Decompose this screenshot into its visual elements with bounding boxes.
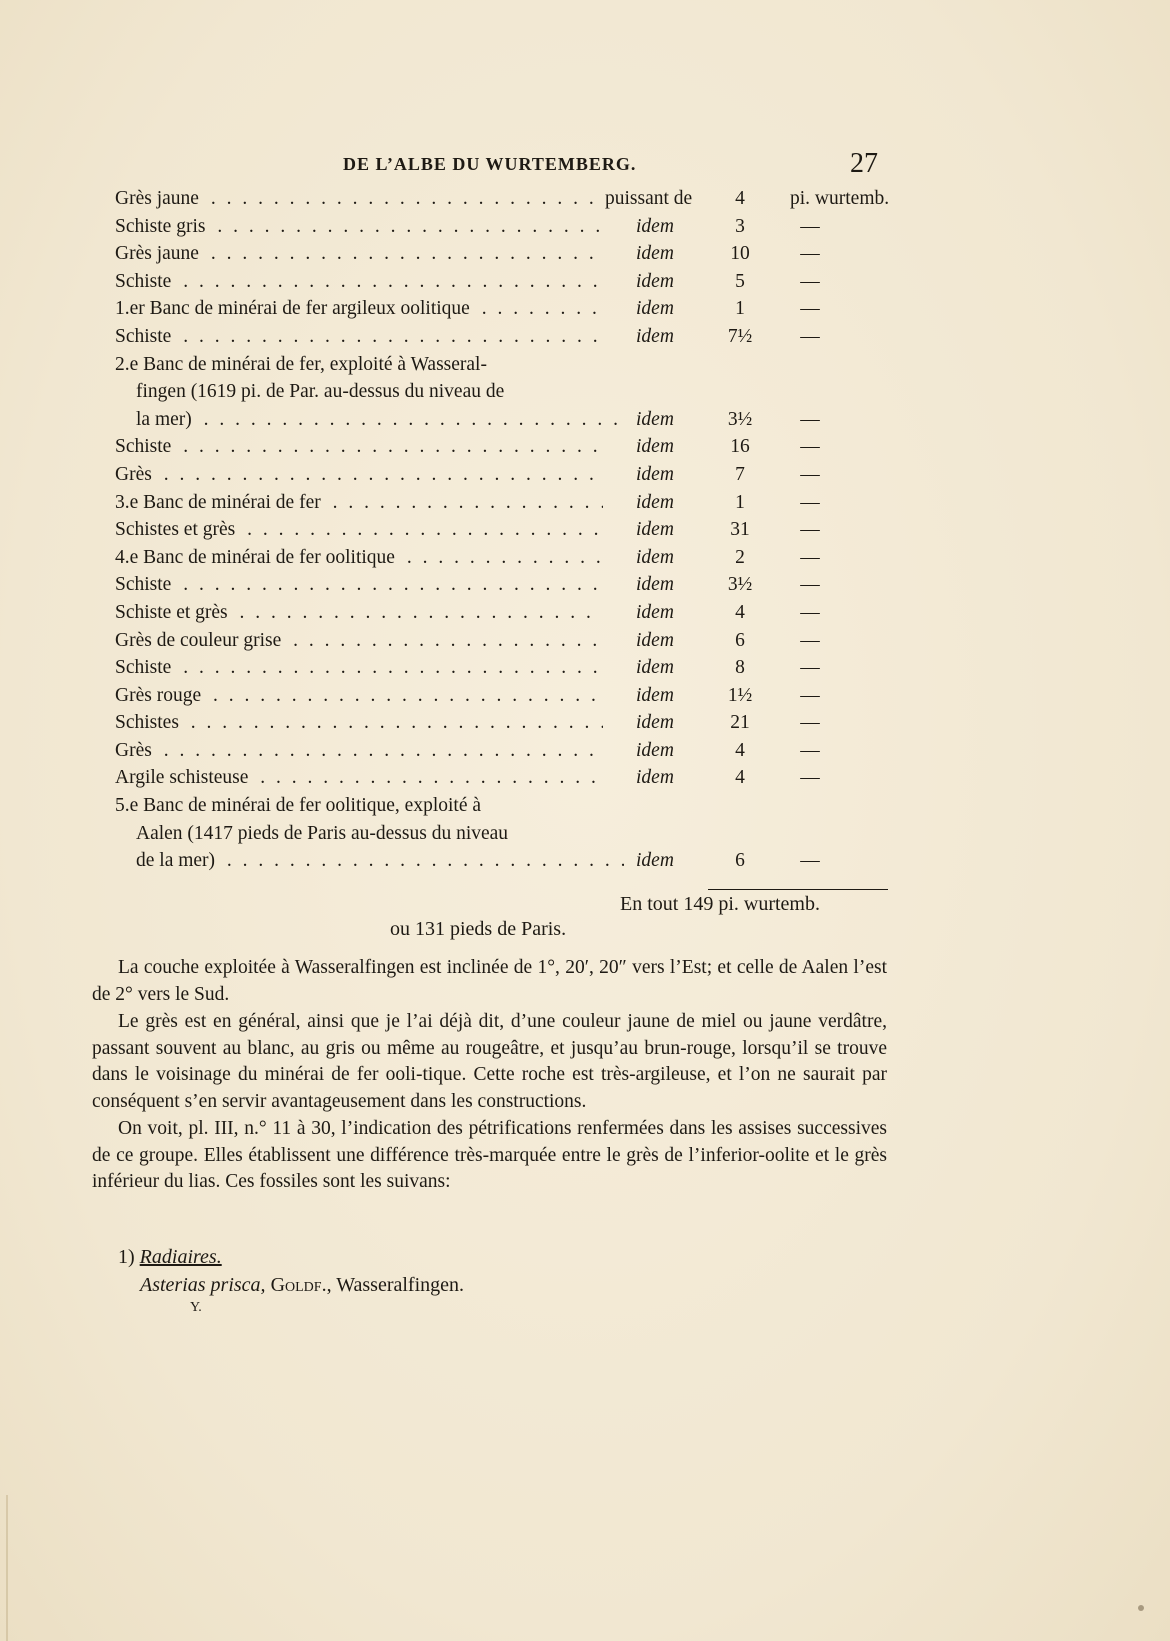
stratum-label: 2.e Banc de minérai de fer, exploité à Wasseral- (115, 353, 487, 375)
strata-row (0, 185, 1170, 213)
stratum-label: Schiste et grès (115, 601, 228, 623)
stratum-label: 1.er Banc de minérai de fer argileux oolitique (115, 298, 470, 320)
ditto-dash: — (800, 657, 820, 679)
stratum-label: 5.e Banc de minérai de fer oolitique, exploité à (115, 795, 482, 817)
stratum-label: Grès jaune (115, 243, 199, 265)
strata-row (0, 516, 1170, 544)
category-name: Radiaires. (139, 1246, 222, 1268)
stratum-thickness: 4 (735, 739, 745, 761)
ditto-dash: — (800, 712, 820, 734)
stratum-label: Schiste (115, 574, 172, 596)
strata-row (0, 764, 1170, 792)
stratum-label: Schiste (115, 270, 172, 292)
plate-reference: Y. (190, 1300, 202, 1315)
strata-row (0, 792, 1170, 820)
stratum-qualifier: idem (636, 601, 674, 623)
strata-row (0, 682, 1170, 710)
stratum-label: Schiste (115, 657, 172, 679)
ditto-dash: — (800, 739, 820, 761)
stratum-thickness: 6 (735, 629, 745, 651)
ditto-dash: — (800, 463, 820, 485)
stratum-label: Aalen (1417 pieds de Paris au-dessus du niveau (136, 822, 509, 844)
stratum-qualifier: idem (636, 712, 674, 734)
stratum-label: Argile schisteuse (115, 767, 249, 789)
strata-row (0, 599, 1170, 627)
stratum-label: Schistes et grès (115, 519, 236, 541)
ditto-dash: — (800, 574, 820, 596)
ditto-dash: — (800, 270, 820, 292)
ditto-dash: — (800, 298, 820, 320)
stratum-thickness: 4 (735, 767, 745, 789)
strata-row (0, 378, 1170, 406)
running-title: DE L’ALBE DU WURTEMBERG. (343, 154, 637, 174)
ditto-dash: — (800, 684, 820, 706)
stratum-thickness: 3½ (727, 408, 753, 430)
stratum-thickness: 7 (735, 463, 745, 485)
stratum-thickness: 10 (730, 243, 750, 265)
stratum-qualifier: idem (636, 463, 674, 485)
stratum-qualifier: idem (636, 325, 674, 347)
stratum-name (115, 654, 603, 682)
stratum-qualifier: idem (636, 270, 674, 292)
stratum-label: Grès (115, 739, 152, 761)
ditto-dash: — (800, 408, 820, 430)
total-rule (708, 889, 888, 890)
paragraph: On voit, pl. III, n.° 11 à 30, l’indication des pétrifications renfermées dans les assises successives de ce groupe. Elles établissent une différence très-marquée entre le grès de l’inferior-oolite et le grès inférieur du lias. Ces fossiles sont les suivans: (92, 1118, 887, 1192)
ditto-dash: — (800, 491, 820, 513)
stratum-label: Grès jaune (115, 188, 199, 209)
stratum-qualifier: idem (636, 767, 674, 789)
stratum-name (115, 323, 603, 351)
strata-row (0, 433, 1170, 461)
category-number: 1) (118, 1246, 135, 1268)
ditto-dash: — (800, 850, 820, 872)
ditto-dash: — (800, 215, 820, 237)
paper-stain (6, 1495, 8, 1641)
fossil-category (118, 1243, 464, 1271)
strata-row (0, 847, 1170, 875)
stratum-name (115, 268, 603, 296)
stratum-label: Grès rouge (115, 684, 202, 706)
stratum-name (115, 351, 603, 379)
stratum-name (136, 820, 624, 848)
stratum-name (115, 516, 603, 544)
stratum-label: Schiste gris (115, 215, 206, 237)
stratum-qualifier: idem (636, 298, 674, 320)
stratum-thickness: 1½ (727, 684, 753, 706)
stratum-name (115, 627, 603, 655)
strata-row (0, 461, 1170, 489)
strata-row (0, 323, 1170, 351)
stratum-label: Schiste (115, 325, 172, 347)
ditto-dash: — (800, 436, 820, 458)
stratum-unit: pi. wurtemb. (790, 188, 890, 209)
stratum-label: 3.e Banc de minérai de fer (115, 491, 321, 513)
stratum-label: de la mer) (136, 850, 216, 872)
ditto-dash: — (800, 546, 820, 568)
stratum-qualifier: idem (636, 491, 674, 513)
stratum-name (115, 461, 603, 489)
stratum-thickness: 31 (730, 519, 750, 541)
stratum-name (136, 378, 624, 406)
strata-row (0, 571, 1170, 599)
stratum-name (115, 682, 603, 710)
fossil-species (118, 1271, 464, 1299)
stratum-qualifier: idem (636, 850, 674, 872)
stratum-qualifier: idem (636, 243, 674, 265)
body-text (92, 955, 887, 1196)
stratum-name (115, 213, 603, 241)
stratum-thickness: 1 (735, 298, 745, 320)
stratum-name (115, 295, 603, 323)
stratum-name (115, 599, 603, 627)
stratum-label: Schistes (115, 712, 179, 734)
ditto-dash: — (800, 629, 820, 651)
species-locality: Wasseralfingen. (336, 1274, 465, 1296)
ditto-dash: — (800, 767, 820, 789)
total-paris-feet: ou 131 pieds de Paris. (390, 918, 567, 940)
stratum-thickness: 4 (735, 188, 745, 209)
stratum-qualifier: idem (636, 574, 674, 596)
stratum-thickness: 1 (735, 491, 745, 513)
species-author: Goldf., (270, 1274, 332, 1296)
stratum-name (115, 571, 603, 599)
strata-row (0, 709, 1170, 737)
stratum-qualifier: idem (636, 739, 674, 761)
page-header (0, 150, 1170, 184)
paragraph: La couche exploitée à Wasseralfingen est inclinée de 1°, 20′, 20″ vers l’Est; et celle de Aalen l’est de 2° vers le Sud. (92, 957, 887, 1005)
stratum-qualifier: idem (636, 215, 674, 237)
strata-row (0, 351, 1170, 379)
paragraph: Le grès est en général, ainsi que je l’ai déjà dit, d’une couleur jaune de miel ou jaune verdâtre, passant souvent au blanc, au gris ou même au rougeâtre, et jusqu’au brun-rouge, lorsqu’il se trouve dans le voisinage du minérai de fer ooli-tique. Cette roche est très-argileuse, et l’on ne saurait par conséquent s’en servir avantageusement dans les constructions. (92, 1011, 887, 1112)
stratum-qualifier: puissant de (605, 188, 693, 209)
stratum-name (115, 764, 603, 792)
stratum-label: la mer) (136, 408, 192, 430)
strata-row (0, 544, 1170, 572)
stratum-thickness: 3 (735, 215, 745, 237)
ditto-dash: — (800, 325, 820, 347)
strata-row (0, 737, 1170, 765)
stratum-name (115, 240, 603, 268)
species-name: Asterias prisca, (140, 1274, 266, 1296)
stratum-label: Schiste (115, 436, 172, 458)
stratum-qualifier: idem (636, 436, 674, 458)
stratum-qualifier: idem (636, 519, 674, 541)
strata-row (0, 406, 1170, 434)
paper-speck (1138, 1605, 1144, 1611)
stratum-label: Grès de couleur grise (115, 629, 282, 651)
stratum-thickness: 8 (735, 657, 745, 679)
stratum-name (115, 709, 603, 737)
stratum-name (115, 544, 603, 572)
stratum-name (136, 406, 624, 434)
stratum-name (115, 792, 603, 820)
strata-row (0, 213, 1170, 241)
total-thickness: En tout 149 pi. wurtemb. (620, 893, 820, 915)
stratum-thickness: 5 (735, 270, 745, 292)
page-number: 27 (850, 148, 878, 179)
stratum-qualifier: idem (636, 684, 674, 706)
stratum-thickness: 2 (735, 546, 745, 568)
stratum-name (115, 489, 603, 517)
strata-row (0, 627, 1170, 655)
ditto-dash: — (800, 519, 820, 541)
strata-row (0, 240, 1170, 268)
stratum-label: Grès (115, 463, 152, 485)
stratum-label: fingen (1619 pi. de Par. au-dessus du niveau de (136, 381, 505, 403)
stratum-name (115, 433, 603, 461)
stratum-qualifier: idem (636, 657, 674, 679)
stratum-thickness: 3½ (727, 574, 753, 596)
stratum-thickness: 21 (730, 712, 750, 734)
stratum-name (115, 737, 603, 765)
ditto-dash: — (800, 243, 820, 265)
stratum-qualifier: idem (636, 629, 674, 651)
stratum-name (136, 847, 624, 875)
stratum-qualifier: idem (636, 546, 674, 568)
stratum-thickness: 16 (730, 436, 750, 458)
stratum-thickness: 6 (735, 850, 745, 872)
strata-row (0, 654, 1170, 682)
stratum-name (115, 185, 603, 213)
ditto-dash: — (800, 601, 820, 623)
strata-table (0, 185, 1170, 875)
stratum-label: 4.e Banc de minérai de fer oolitique (115, 546, 395, 568)
strata-row (0, 295, 1170, 323)
stratum-thickness: 7½ (727, 325, 753, 347)
fossil-list (118, 1243, 464, 1317)
strata-row (0, 268, 1170, 296)
strata-row (0, 820, 1170, 848)
strata-row (0, 489, 1170, 517)
stratum-thickness: 4 (735, 601, 745, 623)
stratum-qualifier: idem (636, 408, 674, 430)
